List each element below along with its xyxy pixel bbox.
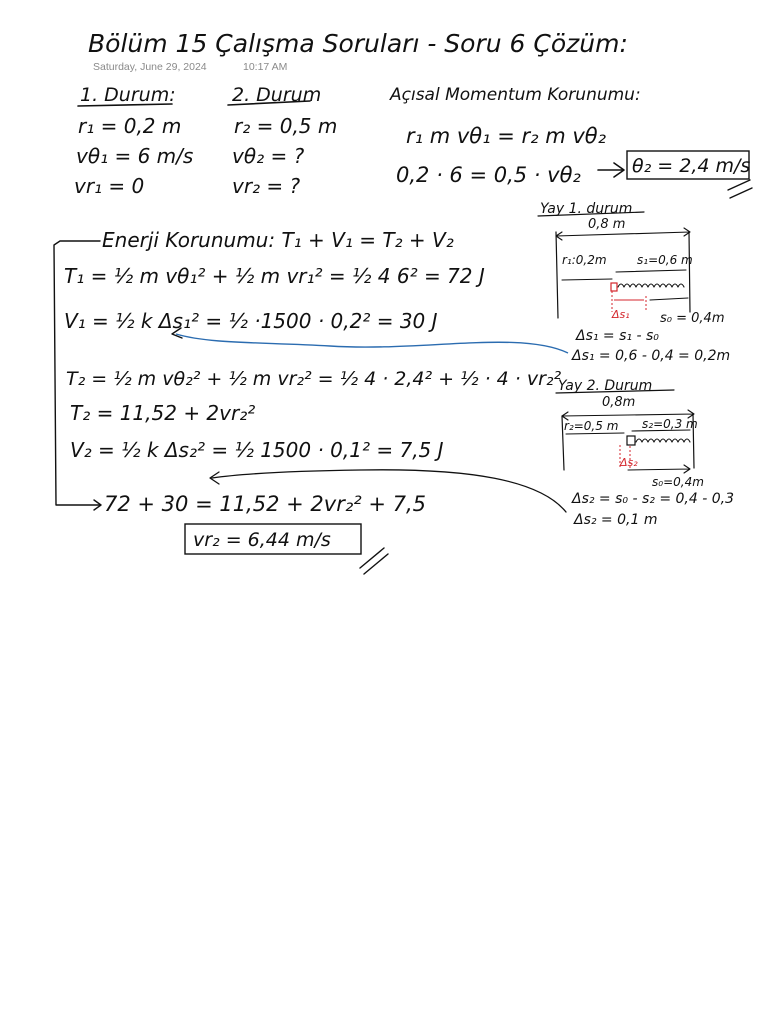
energy-t1: T₁ = ½ m vθ₁² + ½ m vr₁² = ½ 4 6² = 72 J <box>64 264 485 288</box>
spring1-s-label: s₁=0,6 m <box>637 253 693 267</box>
spring1-s0-label: s₀ = 0,4m <box>660 311 725 326</box>
spring1-heading: Yay 1. durum <box>540 201 633 217</box>
done-mark-2 <box>360 548 388 574</box>
spring2-collar <box>627 436 635 445</box>
energy-block <box>54 228 562 574</box>
note-time: 10:17 AM <box>243 61 288 73</box>
state2-r2: r₂ = 0,5 m <box>234 114 338 138</box>
spring1-eq2: Δs₁ = 0,6 - 0,4 = 0,2m <box>572 348 731 364</box>
energy-heading: Enerji Korunumu: T₁ + V₁ = T₂ + V₂ <box>102 228 454 252</box>
spring1-right-wall <box>689 232 690 312</box>
state1-heading: 1. Durum: <box>80 84 176 106</box>
spring1-delta-label: Δs₁ <box>612 308 630 321</box>
spring1-s0-arrow <box>650 298 688 300</box>
spring2-delta-label: Δs₂ <box>620 456 638 469</box>
spring2-panel <box>556 378 734 528</box>
page-title: Bölüm 15 Çalışma Soruları - Soru 6 Çözüm: <box>88 29 628 58</box>
spring2-eq1: Δs₂ = s₀ - s₂ = 0,4 - 0,3 <box>572 491 734 507</box>
energy-v1: V₁ = ½ k Δs₁² = ½ ·1500 · 0,2² = 30 J <box>64 309 438 333</box>
state2-vr2: vr₂ = ? <box>232 174 301 198</box>
state1-block <box>74 84 193 198</box>
state2-block <box>228 84 337 198</box>
spring1-coil <box>618 284 684 287</box>
note-date: Saturday, June 29, 2024 <box>93 61 207 73</box>
spring1-left-wall <box>556 232 558 318</box>
spring1-segment-arrows <box>562 270 686 280</box>
state2-heading: 2. Durum <box>232 84 322 106</box>
spring1-panel <box>538 201 730 364</box>
energy-t2-simplified: T₂ = 11,52 + 2vr₂² <box>70 401 256 425</box>
state1-vr1: vr₁ = 0 <box>74 174 145 198</box>
energy-result: vr₂ = 6,44 m/s <box>193 529 331 551</box>
angular-momentum-block <box>389 85 752 198</box>
state1-vtheta1: vθ₁ = 6 m/s <box>76 144 194 168</box>
spring2-s-label: s₂=0,3 m <box>642 417 698 431</box>
angular-eq2: 0,2 · 6 = 0,5 · vθ₂ <box>396 163 581 187</box>
spring2-s0-label: s₀=0,4m <box>652 475 704 489</box>
spring1-r-label: r₁:0,2m <box>562 253 607 267</box>
spring2-r-label: r₂=0,5 m <box>564 419 619 433</box>
spring2-eq2: Δs₂ = 0,1 m <box>574 512 658 528</box>
state1-r1: r₁ = 0,2 m <box>78 114 182 138</box>
state2-vtheta2: vθ₂ = ? <box>232 144 305 168</box>
spring2-heading: Yay 2. Durum <box>558 378 653 394</box>
spring2-length: 0,8m <box>602 395 636 410</box>
done-mark-1 <box>728 180 752 198</box>
energy-t2: T₂ = ½ m vθ₂² + ½ m vr₂² = ½ 4 · 2,4² + ½ · 4 · vr₂² <box>66 368 562 390</box>
spring2-coil <box>636 439 690 442</box>
spring1-collar <box>611 283 617 291</box>
implies-arrow <box>598 163 624 177</box>
energy-balance: 72 + 30 = 11,52 + 2vr₂² + 7,5 <box>104 492 427 516</box>
spring1-length: 0,8 m <box>588 217 626 232</box>
energy-v2: V₂ = ½ k Δs₂² = ½ 1500 · 0,1² = 7,5 J <box>70 438 444 462</box>
spring1-eq1: Δs₁ = s₁ - s₀ <box>576 328 659 344</box>
angular-heading: Açısal Momentum Korunumu: <box>390 85 641 105</box>
delta-s1-reference-arrow <box>176 334 568 353</box>
angular-eq1: r₁ m vθ₁ = r₂ m vθ₂ <box>406 124 607 148</box>
angular-result: θ₂ = 2,4 m/s <box>632 155 751 177</box>
